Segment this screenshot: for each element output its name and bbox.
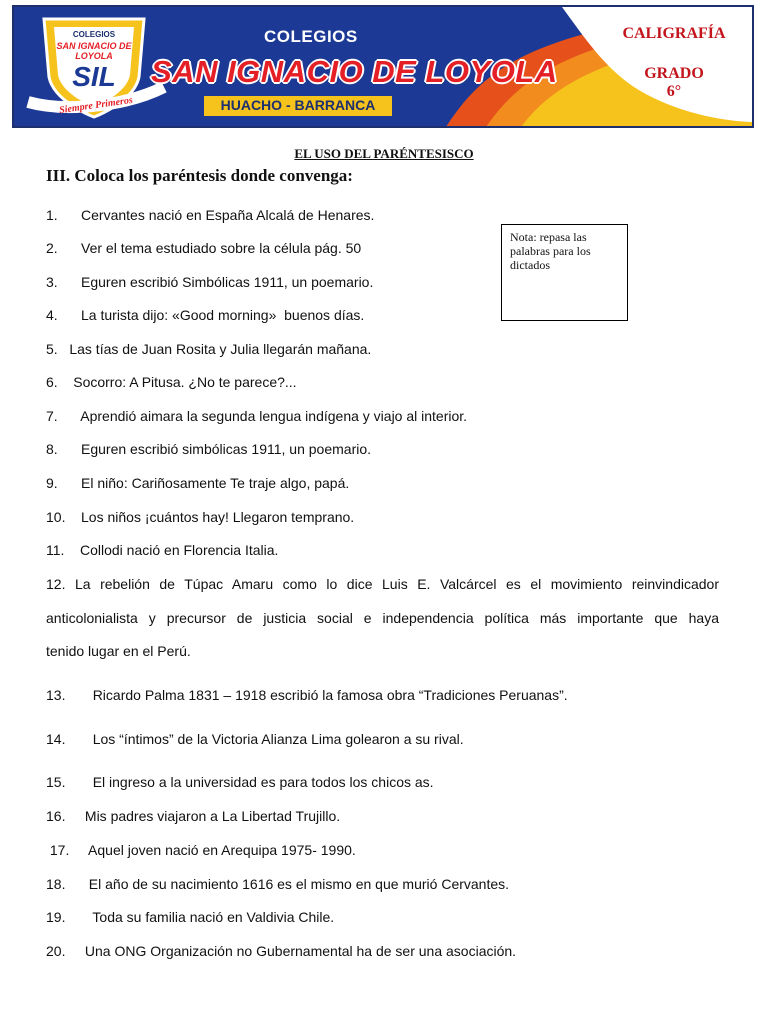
instruction: III. Coloca los paréntesis donde convenga: xyxy=(46,166,353,185)
list-item: 17. Aquel joven nació en Arequipa 1975- 1990. xyxy=(46,842,356,858)
grade-value: 6° xyxy=(666,83,682,100)
grade-label: GRADO xyxy=(644,65,704,82)
list-item: 13. Ricardo Palma 1831 – 1918 escribió la famosa obra “Tradiciones Peruanas”. xyxy=(46,687,568,703)
list-item: 2. Ver el tema estudiado sobre la célula pág. 50 xyxy=(46,240,362,256)
list-item: 6. Socorro: A Pitusa. ¿No te parece?... xyxy=(46,374,297,390)
list-item: 7. Aprendió aimara la segunda lengua indígena y viajo al interior. xyxy=(46,408,468,424)
list-item: 19. Toda su familia nació en Valdivia Chile. xyxy=(46,909,335,925)
list-item: 8. Eguren escribió simbólicas 1911, un poemario. xyxy=(46,441,372,457)
list-item: 18. El año de su nacimiento 1616 es el mismo en que murió Cervantes. xyxy=(46,876,510,892)
logo-colegios: COLEGIOS xyxy=(72,30,116,39)
list-item-12-line2: anticolonialista y precursor de justicia social e independencia política más importante que haya xyxy=(46,610,719,626)
logo-school-name: SAN IGNACIO DE LOYOLA xyxy=(56,41,132,61)
list-item: 16. Mis padres viajaron a La Libertad Trujillo. xyxy=(46,808,341,824)
list-item: 3. Eguren escribió Simbólicas 1911, un poemario. xyxy=(46,274,374,290)
list-item: 11. Collodi nació en Florencia Italia. xyxy=(46,542,279,558)
list-item: 20. Una ONG Organización no Gubernamental ha de ser una asociación. xyxy=(46,943,517,959)
school-name: SAN IGNACIO DE LOYOLA xyxy=(151,54,558,89)
colegios-label: COLEGIOS xyxy=(264,27,358,46)
list-item: 15. El ingreso a la universidad es para todos los chicos as. xyxy=(46,774,434,790)
list-item: 10. Los niños ¡cuántos hay! Llegaron temprano. xyxy=(46,509,355,525)
subject-label: CALIGRAFÍA xyxy=(622,25,726,42)
header-banner xyxy=(12,5,754,128)
list-item: 1. Cervantes nació en España Alcalá de Henares. xyxy=(46,207,375,223)
list-item: 4. La turista dijo: «Good morning» buenos días. xyxy=(46,307,365,323)
note-box: Nota: repasa las palabras para los dictados xyxy=(501,224,628,321)
logo-initials: SIL xyxy=(72,61,116,92)
logo-motto: Siempre Primeros xyxy=(58,94,134,117)
list-item: 5. Las tías de Juan Rosita y Julia llegarán mañana. xyxy=(46,341,372,357)
list-item-12-line3: tenido lugar en el Perú. xyxy=(46,643,191,659)
page-title: EL USO DEL PARÉNTESISCO xyxy=(294,146,474,161)
list-item: 14. Los “íntimos” de la Victoria Alianza Lima golearon a su rival. xyxy=(46,731,464,747)
list-item-12-line1: 12. La rebelión de Túpac Amaru como lo dice Luis E. Valcárcel es el movimiento reinvindicador xyxy=(46,576,719,592)
city-label: HUACHO - BARRANCA xyxy=(220,97,376,113)
list-item: 9. El niño: Cariñosamente Te traje algo, papá. xyxy=(46,475,350,491)
